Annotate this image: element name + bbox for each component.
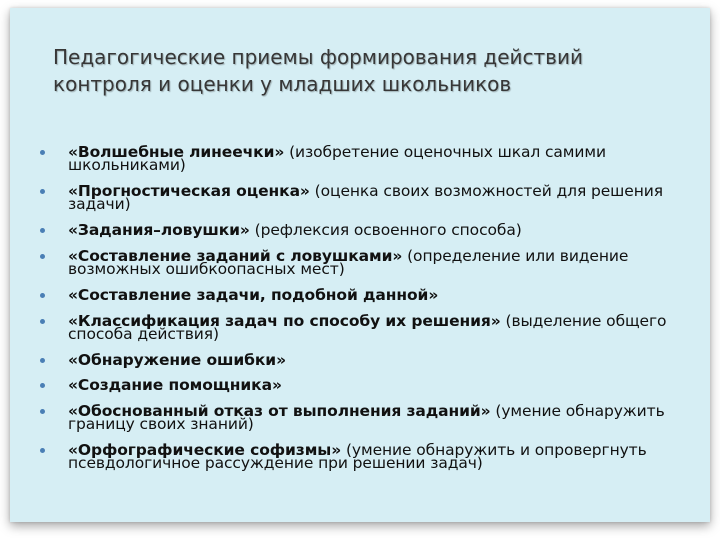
- slide-title: Педагогические приемы формирования действий контроля и оценки у младших школьников: [53, 45, 583, 96]
- item-term: «Задания–ловушки»: [68, 221, 250, 239]
- bullet-icon: [40, 409, 45, 414]
- bullet-icon: [40, 383, 45, 388]
- list-item: [40, 311, 690, 343]
- bullet-icon: [40, 358, 45, 363]
- list-item: [40, 143, 690, 175]
- list-item: [40, 182, 690, 214]
- item-term: «Обнаружение ошибки»: [68, 350, 286, 369]
- bullet-icon: [40, 254, 45, 259]
- item-term: «Волшебные линеечки»: [68, 143, 285, 161]
- bullet-icon: [40, 293, 45, 298]
- techniques-list: [40, 143, 690, 483]
- bullet-icon: [40, 189, 45, 194]
- list-item: [40, 285, 690, 304]
- item-description: (изобретение оценочных шкал самими школьниками): [68, 143, 606, 175]
- list-item: [40, 376, 690, 395]
- item-term: «Составление задачи, подобной данной»: [68, 285, 439, 304]
- item-description: (умение обнаружить границу своих знаний): [68, 402, 665, 434]
- item-description: (выделение общего способа действия): [68, 311, 667, 343]
- item-term: «Прогностическая оценка»: [68, 182, 310, 200]
- bullet-icon: [40, 228, 45, 233]
- item-description: (оценка своих возможностей для решения задачи): [68, 182, 663, 214]
- item-term: «Обоснованный отказ от выполнения заданий»: [68, 402, 491, 421]
- list-item: [40, 221, 690, 239]
- item-term: «Создание помощника»: [68, 376, 282, 395]
- bullet-icon: [40, 448, 45, 453]
- list-item: [40, 402, 690, 434]
- item-description: (рефлексия освоенного способа): [249, 221, 522, 239]
- list-item: [40, 441, 690, 473]
- list-item: [40, 246, 690, 278]
- bullet-icon: [40, 319, 45, 324]
- item-term: «Классификация задач по способу их решения»: [68, 311, 501, 330]
- list-item: [40, 350, 690, 369]
- item-description: (умение обнаружить и опровергнуть псевдологичное рассуждение при решении задач): [68, 441, 647, 473]
- bullet-icon: [40, 150, 45, 155]
- item-description: (определение или видение возможных ошибкоопасных мест): [68, 246, 629, 278]
- item-term: «Орфографические софизмы»: [68, 441, 342, 460]
- item-term: «Составление заданий с ловушками»: [68, 246, 403, 265]
